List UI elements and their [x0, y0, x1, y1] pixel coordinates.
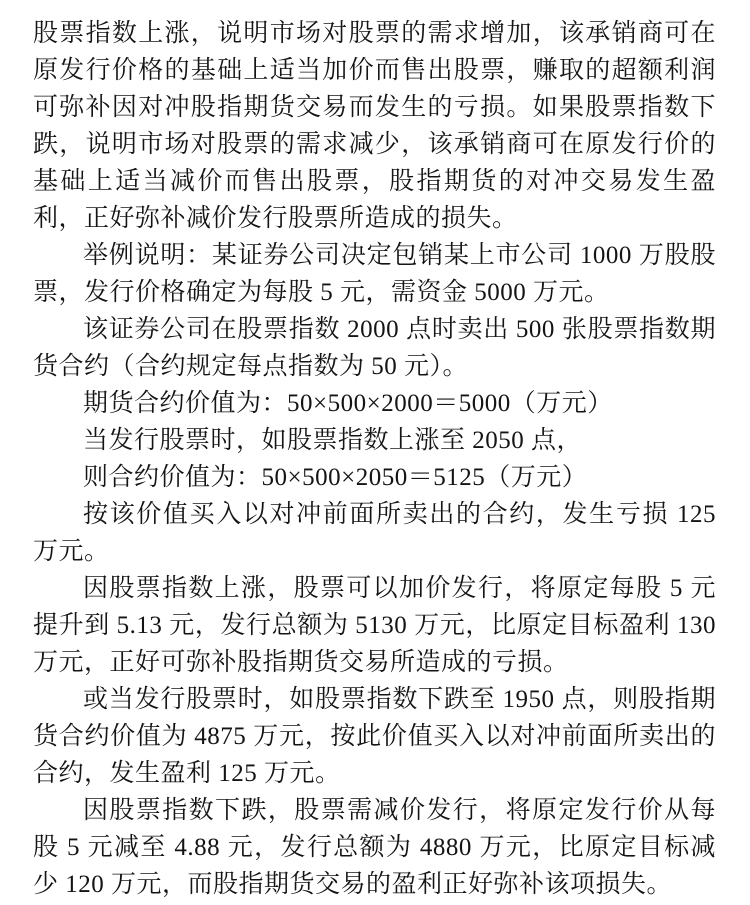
paragraph: 期货合约价值为：50×500×2000＝5000（万元）	[83, 390, 613, 417]
paragraph: 因股票指数下跌，股票需减价发行，将原定发行价从每股 5 元减至 4.88 元，发行总额为 4880 万元，比原定目标减少 120 万元，而股指期货交易的盈利正好弥补该项损失。	[33, 797, 716, 898]
paragraph: 举例说明：某证券公司决定包销某上市公司 1000 万股股票，发行价格确定为每股 5 元，需资金 5000 万元。	[33, 242, 716, 306]
paragraph: 股票指数上涨，说明市场对股票的需求增加，该承销商可在原发行价格的基础上适当加价而售出股票，赚取的超额利润可弥补因对冲股指期货交易而发生的亏损。如果股票指数下跌，说明市场对股票的需求减少，该承销商可在原发行价的基础上适当减价而售出股票，股指期货的对冲交易发生盈利，正好弥补减价发行股票所造成的损失。	[33, 20, 716, 232]
paragraph: 当发行股票时，如股票指数上涨至 2050 点，	[83, 427, 583, 454]
paragraph: 则合约价值为：50×500×2050＝5125（万元）	[83, 464, 588, 491]
body-text	[33, 15, 716, 903]
paragraph: 因股票指数上涨，股票可以加价发行，将原定每股 5 元提升到 5.13 元，发行总额为 5130 万元，比原定目标盈利 130 万元，正好可弥补股指期货交易所造成的亏损。	[33, 575, 716, 676]
paragraph: 该证券公司在股票指数 2000 点时卖出 500 张股票指数期货合约（合约规定每点指数为 50 元）。	[33, 316, 716, 380]
paragraph: 或当发行股票时，如股票指数下跌至 1950 点，则股指期货合约价值为 4875 万元，按此价值买入以对冲前面所卖出的合约，发生盈利 125 万元。	[33, 686, 716, 787]
paragraph: 按该价值买入以对冲前面所卖出的合约，发生亏损 125 万元。	[33, 501, 716, 565]
